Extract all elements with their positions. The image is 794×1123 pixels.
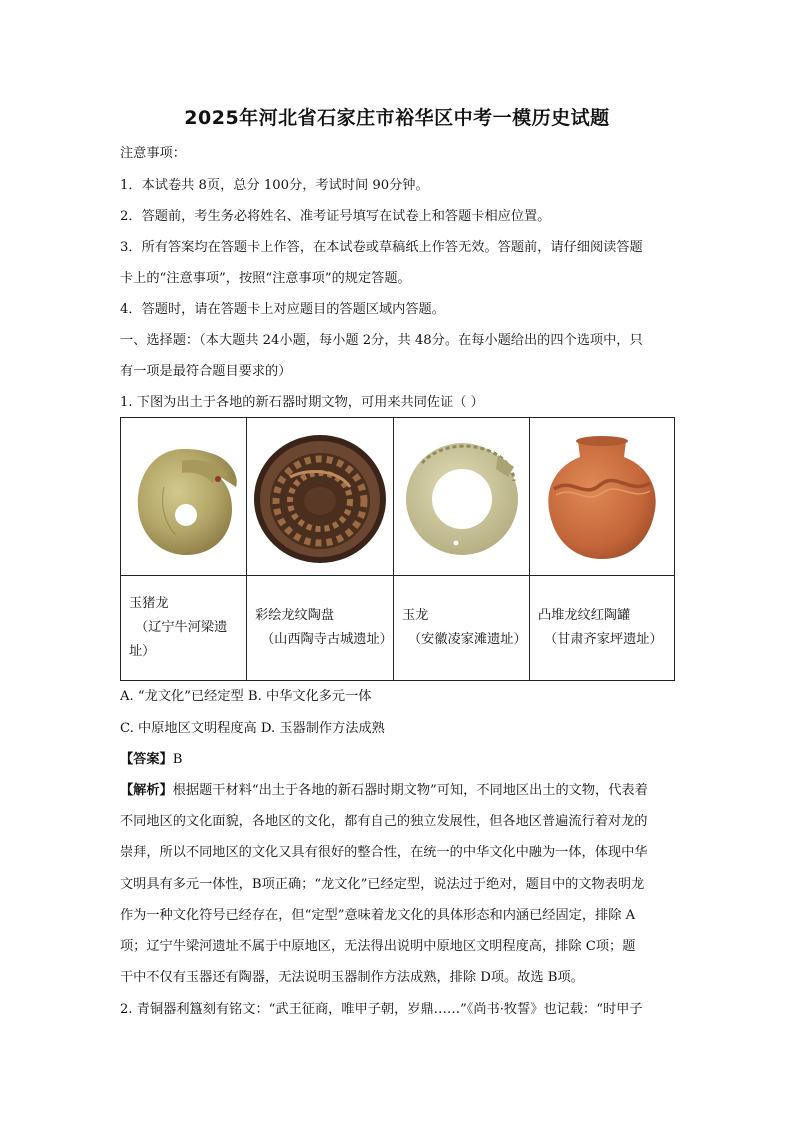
notice-item: 3．所有答案均在答题卡上作答，在本试卷或草稿纸上作答无效。答题前，请仔细阅读答题 bbox=[120, 240, 643, 255]
notice-item: 2．答题前，考生务必将姓名、准考证号填写在试卷上和答题卡相应位置。 bbox=[120, 209, 551, 224]
notice-item: 4．答题时，请在答题卡上对应题目的答题区域内答题。 bbox=[120, 302, 445, 317]
analysis-line: 文明具有多元一体性，B项正确；“龙文化”已经定型，说法过于绝对，题目中的文物表明龙 bbox=[120, 876, 645, 892]
answer-value: B bbox=[172, 752, 183, 767]
page-title: 2025年河北省石家庄市裕华区中考一模历史试题 bbox=[184, 107, 610, 129]
notice-item: 卡上的“注意事项”，按照“注意事项”的规定答题。 bbox=[120, 271, 411, 286]
relic-site: （甘肃齐家坪遗址） bbox=[544, 632, 663, 647]
notice-item: 1．本试卷共 8页，总分 100分，考试时间 90分钟。 bbox=[120, 178, 429, 193]
red-pottery-jar-image bbox=[538, 427, 666, 567]
options-line-2: C. 中原地区文明程度高 D. 玉器制作方法成熟 bbox=[120, 721, 385, 736]
relic-name: 玉龙 bbox=[402, 608, 429, 623]
answer-line bbox=[120, 751, 182, 769]
relic-image-cell bbox=[394, 418, 530, 576]
analysis-line: 不同地区的文化面貌，各地区的文化，都有自己的独立发展性，但各地区普遍流行着对龙的 bbox=[120, 814, 648, 830]
relic-name: 彩绘龙纹陶盘 bbox=[255, 608, 335, 623]
painted-dragon-plate-image bbox=[250, 427, 390, 567]
relic-name: 玉猪龙 bbox=[129, 596, 169, 611]
relic-site-cont: 址） bbox=[129, 644, 156, 659]
relic-site: （山西陶寺古城遗址） bbox=[261, 632, 393, 647]
analysis-line: 干中不仅有玉器还有陶器，无法说明玉器制作方法成熟，排除 D项。故选 B项。 bbox=[120, 970, 584, 986]
relic-caption bbox=[394, 576, 530, 681]
answer-tag: 【答案】 bbox=[120, 752, 173, 767]
jade-dragon-ring-image bbox=[398, 433, 526, 561]
relic-image-cell bbox=[530, 418, 675, 576]
analysis-line: 崇拜，所以不同地区的文化又具有很好的整合性，在统一的中华文化中融为一体，体现中华 bbox=[120, 845, 648, 861]
analysis-tag: 【解析】 bbox=[120, 783, 173, 798]
section-heading-cont: 有一项是最符合题目要求的） bbox=[120, 364, 292, 379]
options-line-1: A. “龙文化”已经定型 B. 中华文化多元一体 bbox=[120, 689, 372, 704]
relics-table bbox=[120, 417, 675, 681]
relic-caption bbox=[247, 576, 394, 681]
question-2-stem: 2. 青铜器利簋刻有铭文：“武王征商，唯甲子朝，岁鼎……”《尚书·牧誓》也记载：“时甲子 bbox=[120, 1002, 643, 1017]
relic-site: （安徽凌家滩遗址） bbox=[408, 632, 527, 647]
relic-caption bbox=[530, 576, 675, 681]
question-1-stem: 1. 下图为出土于各地的新石器时期文物，可用来共同佐证（ ） bbox=[120, 395, 484, 410]
jade-pig-dragon-image bbox=[124, 427, 244, 567]
relic-caption bbox=[121, 576, 247, 681]
analysis-line: 项；辽宁牛梁河遗址不属于中原地区，无法得出说明中原地区文明程度高，排除 C项；题 bbox=[120, 938, 636, 954]
analysis-line: 【解析】根据题干材料“出土于各地的新石器时期文物”可知，不同地区出土的文物，代表着 bbox=[120, 783, 648, 798]
section-heading: 一、选择题：（本大题共 24小题，每小题 2分，共 48分。在每小题给出的四个选项中，只 bbox=[120, 333, 643, 348]
relic-image-cell bbox=[121, 418, 247, 576]
relic-site: （辽宁牛河梁遗 bbox=[135, 620, 228, 635]
notice-heading: 注意事项： bbox=[120, 146, 186, 161]
analysis-block bbox=[120, 775, 676, 993]
relic-name: 凸堆龙纹红陶罐 bbox=[538, 608, 631, 623]
relic-image-cell bbox=[247, 418, 394, 576]
analysis-line: 作为一种文化符号已经存在，但“定型”意味着龙文化的具体形态和内涵已经固定，排除 A bbox=[120, 907, 636, 923]
